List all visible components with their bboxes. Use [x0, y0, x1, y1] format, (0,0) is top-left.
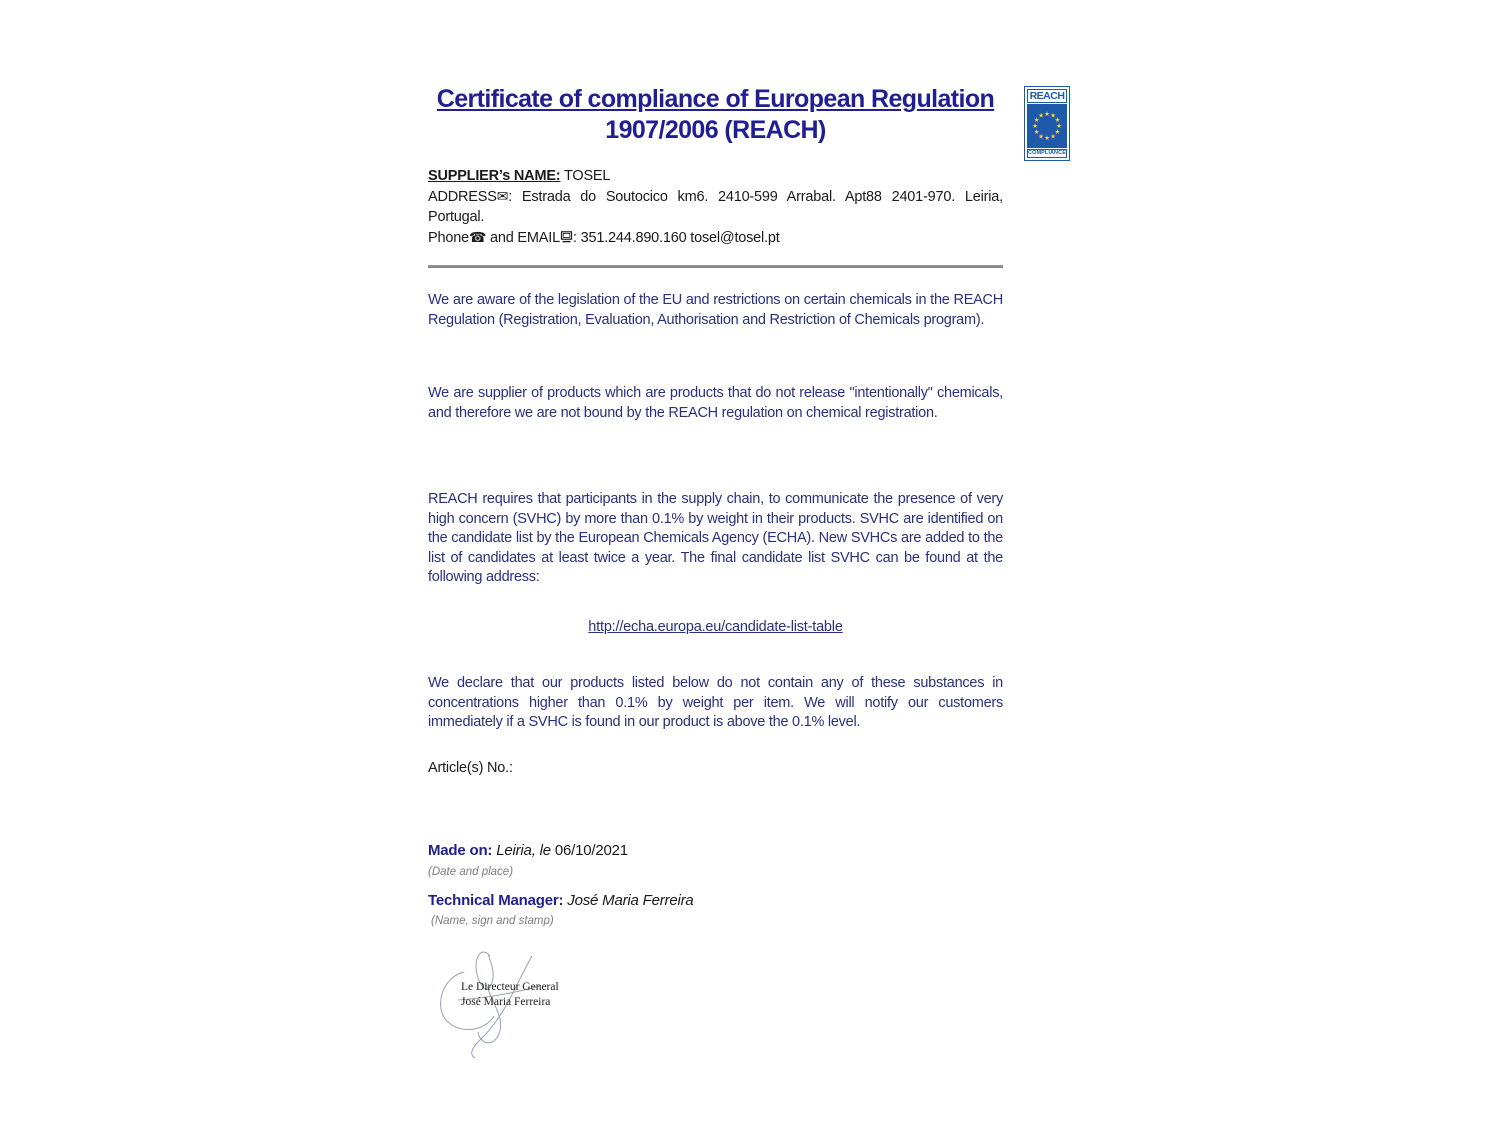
address-label: ADDRESS: [428, 188, 497, 205]
eu-stars-icon: [1027, 104, 1067, 148]
signature-name: José Maria Ferreira: [461, 995, 551, 1008]
candidate-list-link[interactable]: http://echa.europa.eu/candidate-list-table: [588, 619, 843, 635]
technical-manager-line: [428, 892, 694, 909]
name-sign-stamp-note: (Name, sign and stamp): [431, 915, 554, 927]
divider-rule: [428, 265, 1003, 268]
made-on-label: Made on:: [428, 842, 493, 859]
candidate-list-link-line: [428, 618, 1003, 636]
contact-value: : 351.244.890.160 tosel@tosel.pt: [572, 229, 780, 246]
reach-logo-label: REACH: [1027, 89, 1067, 103]
computer-icon: [560, 229, 573, 250]
supplier-block: [428, 166, 1003, 249]
made-on-line: [428, 842, 628, 859]
paragraph-awareness: We are aware of the legislation of the EU and restrictions on certain chemicals in the REACH Regulation (Registration, Evaluation, Authorisation and Restriction of Chemicals program).: [428, 292, 1003, 328]
technical-manager-name: José Maria Ferreira: [563, 892, 694, 909]
compliance-logo-label: COMPLIANCE: [1028, 150, 1066, 156]
made-on-place: Leiria, le: [492, 842, 555, 859]
articles-no-label: Article(s) No.:: [428, 760, 513, 776]
title-line-1: Certificate of compliance of European Regulation: [436, 85, 995, 113]
signature-block: [428, 942, 578, 1067]
address-value: : Estrada do Soutocico km6. 2410-599 Arrabal. Apt88 2401-970. Leiria, Portugal.: [428, 188, 1003, 225]
signature-title: Le Directeur General: [461, 981, 559, 993]
paragraph-supplier-statement: We are supplier of products which are products that do not release "intentionally" chemicals, and therefore we are not bound by the REACH regulation on chemical registration.: [428, 385, 1003, 421]
date-place-note: (Date and place): [428, 866, 514, 878]
supplier-name-label: SUPPLIER’s NAME:: [428, 168, 561, 184]
paragraph-reach-requirements: REACH requires that participants in the supply chain, to communicate the presence of very high concern (SVHC) by more than 0.1% by weight in their products. SVHC are identified on the candidate list by the European Chemicals Agency (ECHA). New SVHCs are added to the list of candidates at least twice a year. The final candidate list SVHC can be found at the following address:: [428, 491, 1003, 585]
supplier-name-value: TOSEL: [560, 168, 611, 184]
document-column: [428, 0, 1003, 1125]
phone-icon: ☎: [468, 229, 487, 246]
technical-manager-label: Technical Manager:: [428, 892, 564, 909]
paragraph-declaration: We declare that our products listed below do not contain any of these substances in concentrations higher than 0.1% by weight per item. We will notify our customers immediately if a SVHC is found in our product is above the 0.1% level.: [428, 675, 1003, 730]
title-line-2: 1907/2006 (REACH): [605, 116, 826, 144]
signature-text: [461, 980, 559, 1009]
reach-compliance-logo: [1024, 86, 1070, 161]
email-label: and EMAIL: [486, 229, 560, 246]
envelope-icon: ✉: [496, 188, 509, 205]
phone-label: Phone: [428, 229, 469, 246]
made-on-date: 06/10/2021: [554, 842, 628, 859]
page-title: [428, 84, 1003, 146]
